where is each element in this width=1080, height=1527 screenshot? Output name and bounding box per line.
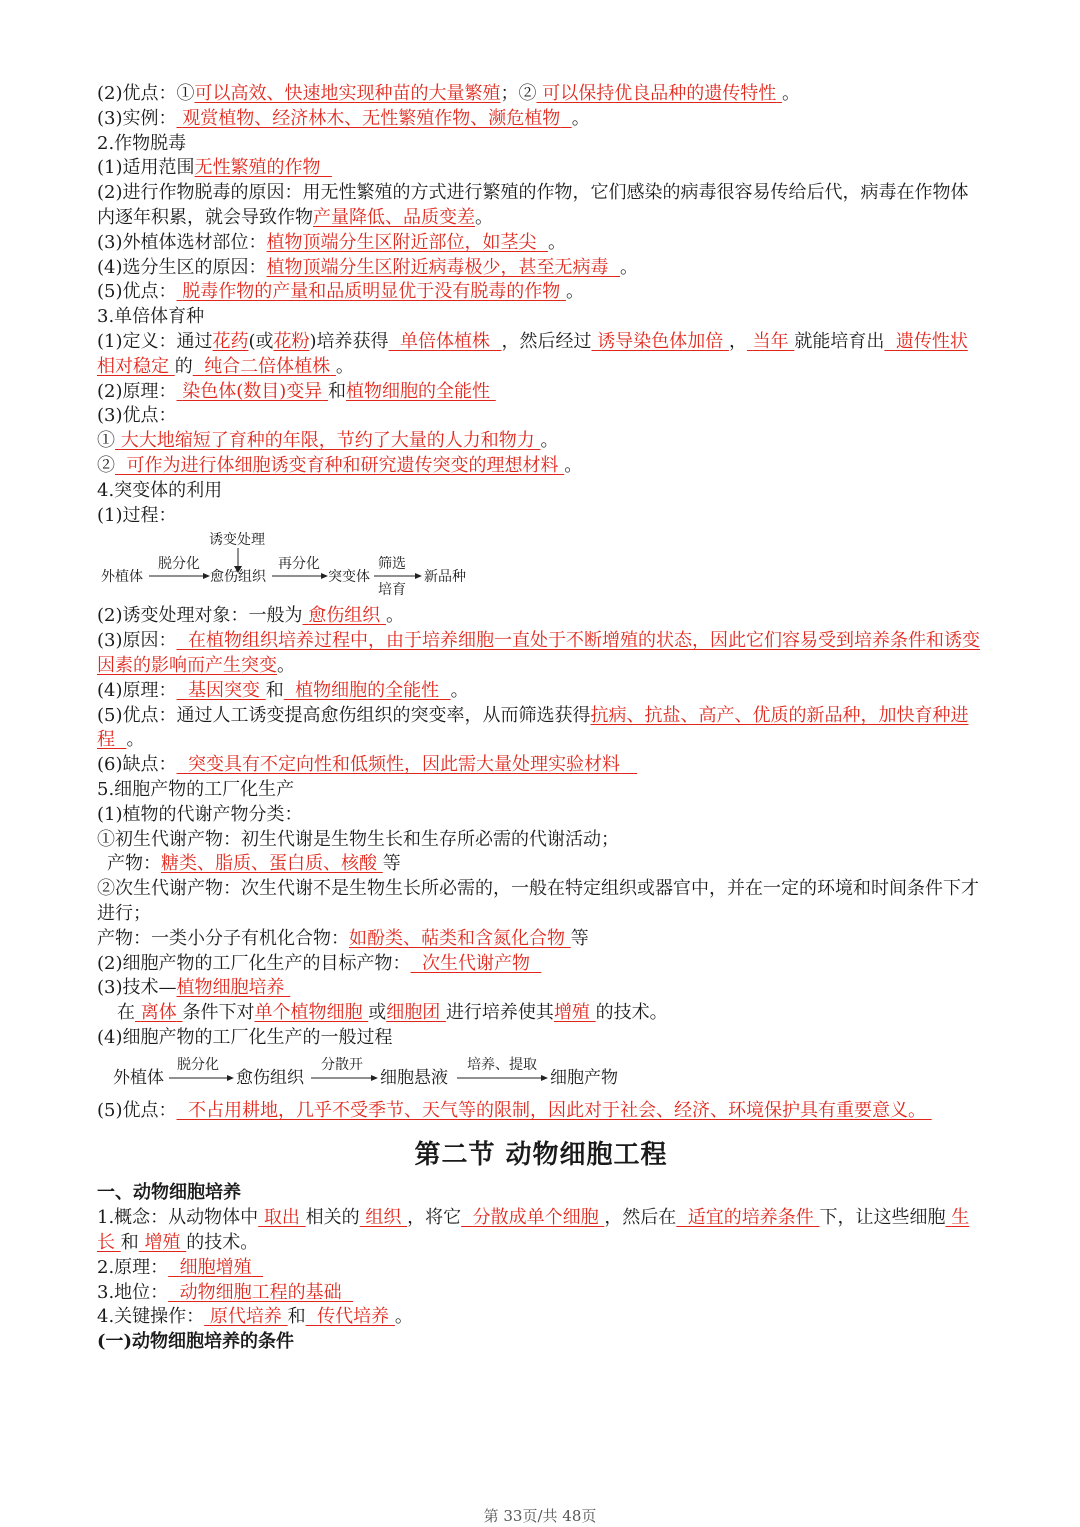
answer: 生长 — [97, 1207, 970, 1254]
answer: 细胞增殖 — [179, 1256, 252, 1278]
text-line: (4)原理： 基因突变 和 植物细胞的全能性 。 — [97, 679, 469, 701]
answer: 可以高效、快速地实现种苗的大量繁殖 — [194, 83, 501, 104]
answer: 可作为进行体细胞诱变育种和研究遗传突变的理想材料 — [126, 454, 559, 476]
diagram-node: 细胞悬液 — [380, 1067, 448, 1088]
answer: 诱导染色体加倍 — [597, 330, 724, 352]
answer: 次生代谢产物 — [421, 952, 530, 974]
text-line: ① 大大地缩短了育种的年限，节约了大量的人力和物力 。 — [97, 430, 559, 452]
answer: 在植物组织培养过程中，由于培养细胞一直处于不断增殖的状态，因此它们容易受到培养条件和诱变因素的影响而产生突变 — [97, 630, 980, 676]
answer: 细胞团 — [386, 1002, 441, 1024]
text-line: ②次生代谢产物：次生代谢不是生物生长所必需的，一般在特定组织或器官中，并在一定的环境和时间条件下才进行； — [97, 878, 979, 924]
answer: 动物细胞工程的基础 — [179, 1281, 342, 1303]
answer: 单个植物细胞 — [254, 1002, 363, 1024]
diagram-node: 突变体 — [328, 569, 370, 586]
text-line: (2)优点：①可以高效、快速地实现种苗的大量繁殖；② 可以保持优良品种的遗传特性 。 — [97, 83, 800, 104]
diagram-edge-label: 筛选 — [378, 556, 406, 573]
heading-crop-detox: 2.作物脱毒 — [97, 132, 187, 154]
page-number: 第 33页/共 48页 — [483, 1507, 597, 1525]
answer: 无性繁殖的作物 — [194, 157, 321, 179]
text-line: (5)优点：通过人工诱变提高愈伤组织的突变率，从而筛选获得抗病、抗盐、高产、优质的新品种，加快育种进程 。 — [97, 704, 969, 751]
answer: 纯合二倍体植株 — [204, 355, 331, 377]
answer: 基因突变 — [187, 679, 260, 701]
answer: 如酚类、萜类和含氮化合物 — [349, 927, 565, 949]
subsection-heading: 一、动物细胞培养 — [97, 1182, 241, 1204]
text-line: ② 可作为进行体细胞诱变育种和研究遗传突变的理想材料 。 — [97, 454, 583, 476]
text-line: 2.原理： 细胞增殖 — [97, 1256, 985, 1281]
text-line: (1)适用范围无性繁殖的作物 — [97, 156, 985, 181]
text-line: (3)外植体选材部位：植物顶端分生区附近部位，如茎尖 。 — [97, 231, 566, 253]
answer: 增殖 — [553, 1002, 590, 1024]
text-line: (5)优点： 脱毒作物的产量和品质明显优于没有脱毒的作物 。 — [97, 281, 584, 303]
answer: 脱毒作物的产量和品质明显优于没有脱毒的作物 — [182, 281, 561, 303]
heading-mutant-use: 4.突变体的利用 — [97, 479, 223, 501]
diagram-edge-label: 脱分化 — [158, 556, 200, 573]
answer: 突变具有不定向性和低频性，因此需大量处理实验材料 — [187, 754, 620, 776]
answer: 观赏植物、经济林木、无性繁殖作物、濒危植物 — [182, 107, 561, 129]
heading-cell-product: 5.细胞产物的工厂化生产 — [97, 778, 295, 800]
process-diagram-mutation — [97, 530, 985, 602]
text-line: (5)优点： 不占用耕地，几乎不受季节、天气等的限制，因此对于社会、经济、环境保护具有重要意义。 — [97, 1099, 985, 1124]
diagram-node: 新品种 — [424, 569, 466, 586]
diagram-edge-label: 培养、提取 — [467, 1056, 537, 1073]
diagram-node: 外植体 — [101, 569, 143, 586]
text-line: 在 离体 条件下对单个植物细胞 或细胞团 进行培养使其增殖 的技术。 — [117, 1002, 668, 1024]
answer: 产量降低、品质变差 — [313, 206, 475, 228]
text-line: (1)过程： — [97, 504, 177, 526]
diagram-label-mutagen: 诱变处理 — [209, 532, 265, 549]
text-line: (6)缺点： 突变具有不定向性和低频性，因此需大量处理实验材料 — [97, 753, 985, 778]
answer: 糖类、脂质、蛋白质、核酸 — [161, 853, 377, 875]
answer: 大大地缩短了育种的年限，节约了大量的人力和物力 — [120, 430, 535, 452]
answer: 离体 — [140, 1002, 177, 1024]
answer: 可以保持优良品种的遗传特性 — [542, 83, 777, 104]
diagram-edge-label: 再分化 — [278, 556, 320, 573]
diagram-edge-label: 培育 — [378, 582, 406, 599]
answer: 增殖 — [144, 1232, 181, 1254]
answer: 愈伤组织 — [308, 605, 381, 627]
subsection-heading: (一)动物细胞培养的条件 — [97, 1331, 295, 1353]
text-line: (3)实例： 观赏植物、经济林木、无性繁殖作物、濒危植物 。 — [97, 107, 590, 129]
text-line: 产物：糖类、脂质、蛋白质、核酸 等 — [107, 853, 401, 875]
answer: 植物细胞的全能性 — [346, 380, 491, 402]
answer: 取出 — [263, 1207, 300, 1229]
diagram-node: 愈伤组织 — [210, 569, 266, 586]
answer: 植物细胞培养 — [176, 977, 285, 999]
answer: 单倍体植株 — [400, 330, 491, 352]
text-line: (2)诱变处理对象：一般为 愈伤组织 。 — [97, 605, 404, 627]
text-line: (2)细胞产物的工厂化生产的目标产物： 次生代谢产物 — [97, 952, 985, 977]
answer: 染色体(数目)变异 — [182, 380, 323, 402]
answer: 分散成单个细胞 — [472, 1207, 599, 1229]
answer: 植物顶端分生区附近病毒极少，甚至无病毒 — [266, 256, 609, 278]
text-line: (4)细胞产物的工厂化生产的一般过程 — [97, 1026, 393, 1048]
text-line: 3.地位： 动物细胞工程的基础 — [97, 1281, 985, 1306]
diagram-edge-label: 分散开 — [321, 1056, 363, 1073]
text-line: (3)优点： — [97, 405, 177, 427]
text-line: (1)定义：通过花药(或花粉)培养获得 单倍体植株 ，然后经过 诱导染色体加倍 ， 当年 就能培育出 遗传性状相对稳定 的 纯合二倍体植株 。 — [97, 330, 968, 377]
diagram-node: 细胞产物 — [550, 1067, 618, 1088]
answer: 适宜的培养条件 — [687, 1207, 814, 1229]
answer: 植物顶端分生区附近部位，如茎尖 — [266, 231, 537, 253]
text-line: ①初生代谢产物：初生代谢是生物生长和生存所必需的代谢活动； — [97, 828, 619, 850]
answer: 当年 — [752, 330, 789, 352]
diagram-node: 外植体 — [113, 1067, 164, 1088]
text-line: (4)选分生区的原因：植物顶端分生区附近病毒极少，甚至无病毒 。 — [97, 256, 638, 278]
text-line: (3)原因： 在植物组织培养过程中，由于培养细胞一直处于不断增殖的状态，因此它们容易受到培养条件和诱变因素的影响而产生突变。 — [97, 630, 980, 676]
heading-haploid-breeding: 3.单倍体育种 — [97, 306, 205, 328]
answer: 花粉 — [273, 330, 310, 352]
answer: 组织 — [365, 1207, 402, 1229]
section-title: 第二节 动物细胞工程 — [414, 1140, 668, 1171]
answer: 抗病、抗盐、高产、优质的新品种，加快育种进程 — [97, 704, 969, 751]
answer: 传代培养 — [317, 1306, 390, 1328]
text-line: 产物：一类小分子有机化合物：如酚类、萜类和含氮化合物 等 — [97, 927, 589, 949]
diagram-node: 愈伤组织 — [236, 1067, 304, 1088]
text-line: 1.概念：从动物体中 取出 相关的 组织 ，将它 分散成单个细胞 ，然后在 适宜的培养条件 下，让这些细胞 生长 和 增殖 的技术。 — [97, 1207, 970, 1254]
text-line: (3)技术—植物细胞培养 — [97, 976, 985, 1001]
text-line: (2)进行作物脱毒的原因：用无性繁殖的方式进行繁殖的作物，它们感染的病毒很容易传给后代，病毒在作物体内逐年积累，就会导致作物产量降低、品质变差。 — [97, 182, 969, 228]
text-line: (1)植物的代谢产物分类： — [97, 803, 303, 825]
answer: 不占用耕地，几乎不受季节、天气等的限制，因此对于社会、经济、环境保护具有重要意义。 — [187, 1099, 926, 1121]
answer: 原代培养 — [209, 1306, 282, 1328]
answer: 植物细胞的全能性 — [295, 679, 440, 701]
process-diagram-factory — [97, 1053, 985, 1097]
text-line: (2)原理： 染色体(数目)变异 和植物细胞的全能性 — [97, 380, 985, 405]
diagram-edge-label: 脱分化 — [177, 1056, 219, 1073]
answer: 遗传性状相对稳定 — [97, 330, 968, 377]
answer: 花药 — [212, 330, 249, 352]
text-line: 4.关键操作： 原代培养 和 传代培养 。 — [97, 1306, 413, 1328]
document-page — [97, 82, 985, 1355]
